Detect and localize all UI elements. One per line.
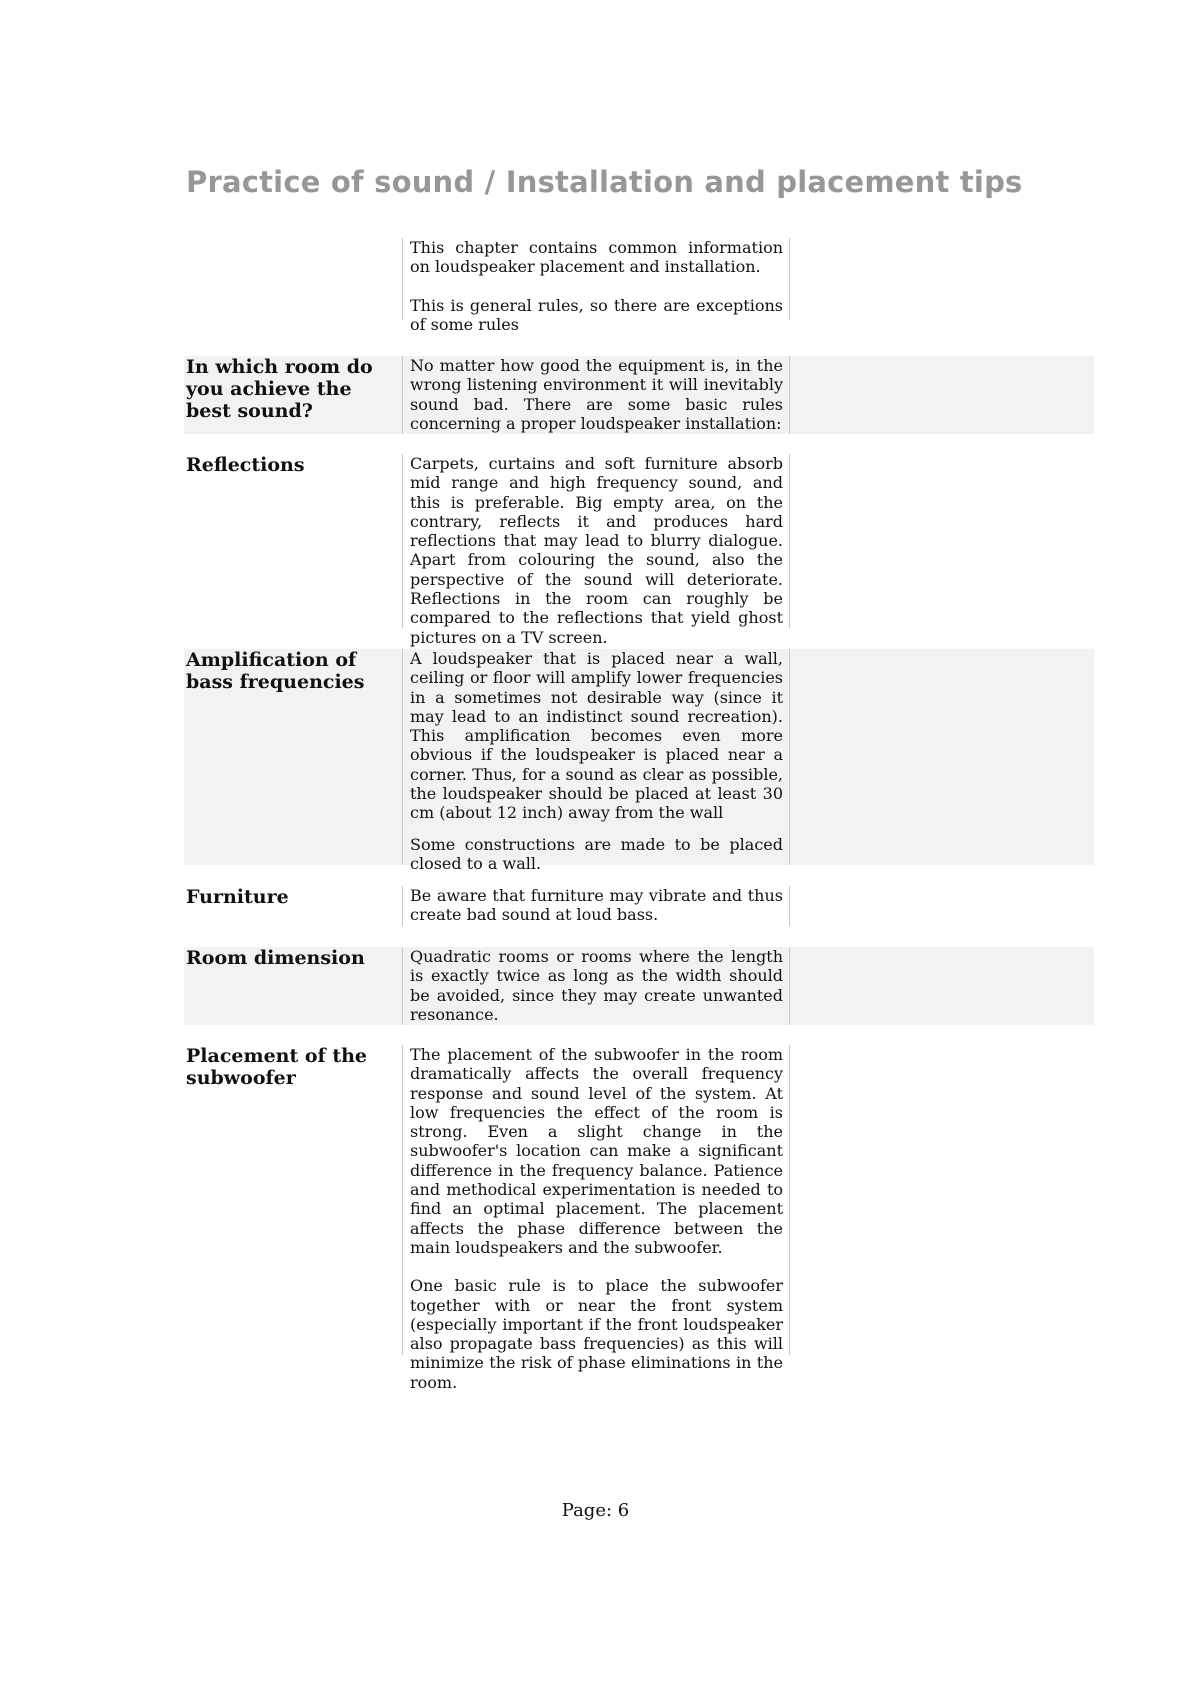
- intro-section: [184, 238, 1094, 334]
- section-paragraph: Carpets, curtains and soft furniture absorb mid range and high frequency sound, and this is preferable. Big empty area, on the contrary, reflects it and produces hard reflections that may lead to blurry dialogue. Apart from colouring the sound, also the perspective of the sound will deteriorate. Reflections in the room can roughly be compared to the reflections that yield ghost pictures on a TV screen.: [410, 454, 783, 647]
- section-paragraph: Some constructions are made to be placed closed to a wall.: [410, 834, 783, 873]
- section-bass-amplification: [184, 649, 1094, 873]
- section-paragraph: The placement of the subwoofer in the room dramatically affects the overall frequency response and sound level of the system. At low frequencies the effect of the room is strong. Even a slight change in the subwoofer's location can make a significant difference in the frequency balance. Patience and methodical experimentation is needed to find an optimal placement. The placement affects the phase difference between the main loudspeakers and the subwoofer.: [410, 1045, 783, 1257]
- section-body: [402, 1045, 790, 1392]
- section-body: [402, 886, 790, 926]
- intro-paragraph: This chapter contains common information on loudspeaker placement and installation.: [410, 238, 783, 277]
- section-body: [402, 356, 790, 434]
- section-paragraph: One basic rule is to place the subwoofer together with or near the front system (especially important if the front loudspeaker also propagate bass frequencies) as this will minimize the risk of phase eliminations in the room.: [410, 1276, 783, 1392]
- section-reflections: [184, 454, 1094, 647]
- section-heading: Placement of the subwoofer: [186, 1045, 368, 1089]
- section-paragraph: Be aware that furniture may vibrate and thus create bad sound at loud bass.: [410, 886, 783, 925]
- section-body: [402, 454, 790, 647]
- section-heading: Furniture: [186, 886, 289, 908]
- section-heading: Room dimension: [186, 947, 365, 969]
- section-subwoofer-placement: [184, 1045, 1094, 1392]
- intro-body: [402, 238, 790, 334]
- section-best-room: [184, 356, 1094, 434]
- section-room-dimension: [184, 947, 1094, 1025]
- page-number: Page: 6: [561, 1500, 630, 1521]
- intro-paragraph: This is general rules, so there are exceptions of some rules: [410, 295, 783, 334]
- section-body: [402, 947, 790, 1025]
- section-paragraph: Quadratic rooms or rooms where the length is exactly twice as long as the width should be avoided, since they may create unwanted resonance.: [410, 947, 783, 1024]
- section-heading: Reflections: [186, 454, 305, 476]
- section-furniture: [184, 886, 1094, 926]
- page-title: Practice of sound / Installation and placement tips: [186, 165, 1023, 199]
- section-body: [402, 649, 790, 873]
- section-paragraph: A loudspeaker that is placed near a wall, ceiling or floor will amplify lower frequencies in a sometimes not desirable way (since it may lead to an indistinct sound recreation). This amplification becomes even more obvious if the loudspeaker is placed near a corner. Thus, for a sound as clear as possible, the loudspeaker should be placed at least 30 cm (about 12 inch) away from the wall: [410, 649, 783, 823]
- section-paragraph: No matter how good the equipment is, in the wrong listening environment it will inevitably sound bad. There are some basic rules concerning a proper loudspeaker installation:: [410, 356, 783, 433]
- section-heading: Amplification of bass frequencies: [186, 649, 365, 693]
- section-heading: In which room do you achieve the best sound?: [186, 356, 373, 422]
